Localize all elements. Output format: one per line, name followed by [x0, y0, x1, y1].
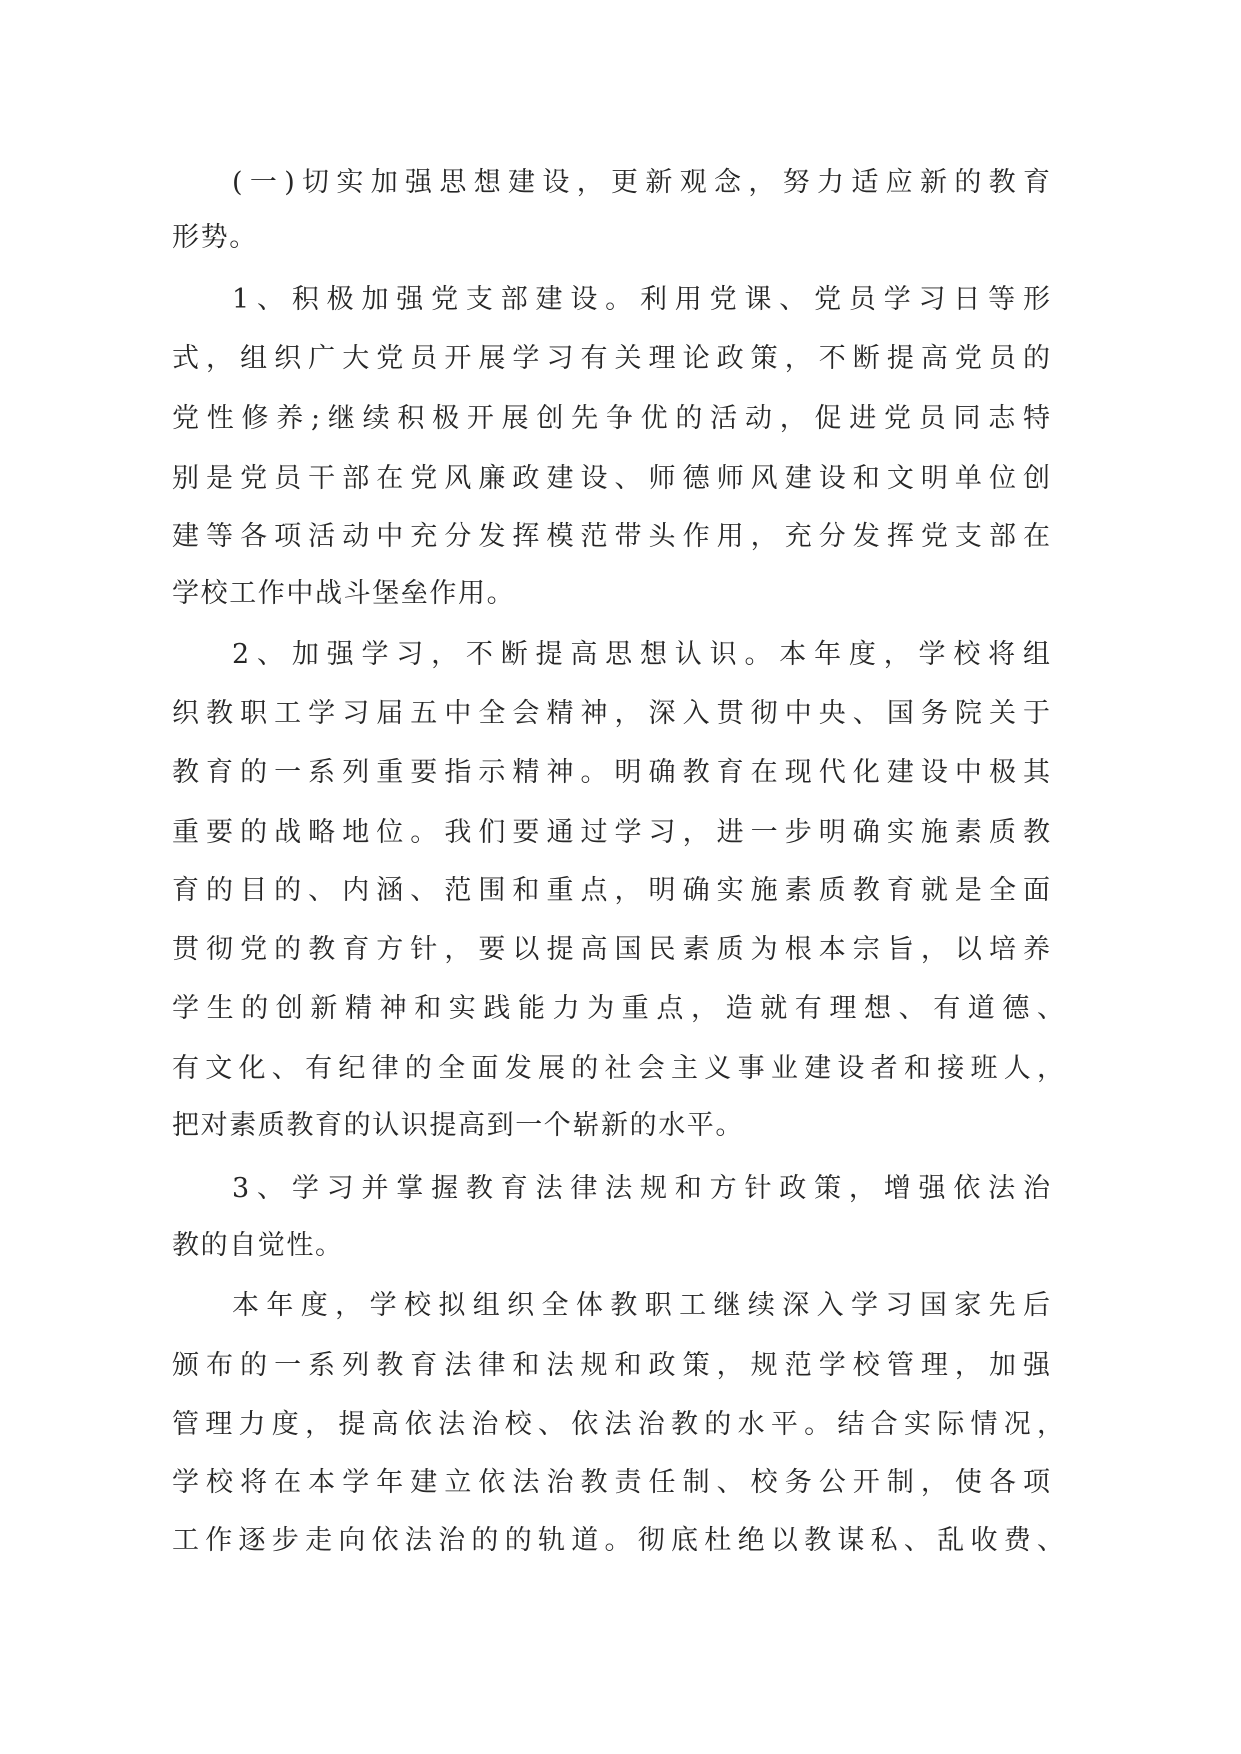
text-line: 建等各项活动中充分发挥模范带头作用，充分发挥党支部在	[172, 521, 1050, 552]
text-line: 颁布的一系列教育法律和法规和政策，规范学校管理，加强	[172, 1350, 1050, 1381]
text-line: 把对素质教育的认识提高到一个崭新的水平。	[172, 1110, 744, 1141]
text-line: 学校将在本学年建立依法治教责任制、校务公开制，使各项	[172, 1467, 1050, 1498]
text-line: 党性修养;继续积极开展创先争优的活动，促进党员同志特	[172, 403, 1050, 434]
text-line: 式，组织广大党员开展学习有关理论政策，不断提高党员的	[172, 343, 1050, 374]
text-line: 学生的创新精神和实践能力为重点，造就有理想、有道德、	[172, 993, 1064, 1024]
text-line: 教的自觉性。	[172, 1230, 344, 1261]
text-line: 别是党员干部在党风廉政建设、师德师风建设和文明单位创	[172, 463, 1050, 494]
text-line: (一)切实加强思想建设，更新观念，努力适应新的教育	[232, 167, 1050, 198]
text-line: 织教职工学习届五中全会精神，深入贯彻中央、国务院关于	[172, 698, 1050, 729]
text-line: 本年度，学校拟组织全体教职工继续深入学习国家先后	[232, 1290, 1050, 1321]
text-line: 学校工作中战斗堡垒作用。	[172, 578, 516, 609]
text-line: 3、学习并掌握教育法律法规和方针政策，增强依法治	[232, 1173, 1050, 1204]
text-line: 2、加强学习，不断提高思想认识。本年度，学校将组	[232, 639, 1050, 670]
text-line: 形势。	[172, 222, 258, 253]
text-line: 重要的战略地位。我们要通过学习，进一步明确实施素质教	[172, 817, 1050, 848]
text-line: 教育的一系列重要指示精神。明确教育在现代化建设中极其	[172, 757, 1050, 788]
text-line: 有文化、有纪律的全面发展的社会主义事业建设者和接班人，	[172, 1053, 1064, 1084]
text-line: 贯彻党的教育方针，要以提高国民素质为根本宗旨，以培养	[172, 934, 1050, 965]
text-line: 工作逐步走向依法治的的轨道。彻底杜绝以教谋私、乱收费、	[172, 1525, 1064, 1556]
text-line: 1、积极加强党支部建设。利用党课、党员学习日等形	[232, 284, 1050, 315]
text-line: 管理力度，提高依法治校、依法治教的水平。结合实际情况，	[172, 1409, 1064, 1440]
text-line: 育的目的、内涵、范围和重点，明确实施素质教育就是全面	[172, 875, 1050, 906]
